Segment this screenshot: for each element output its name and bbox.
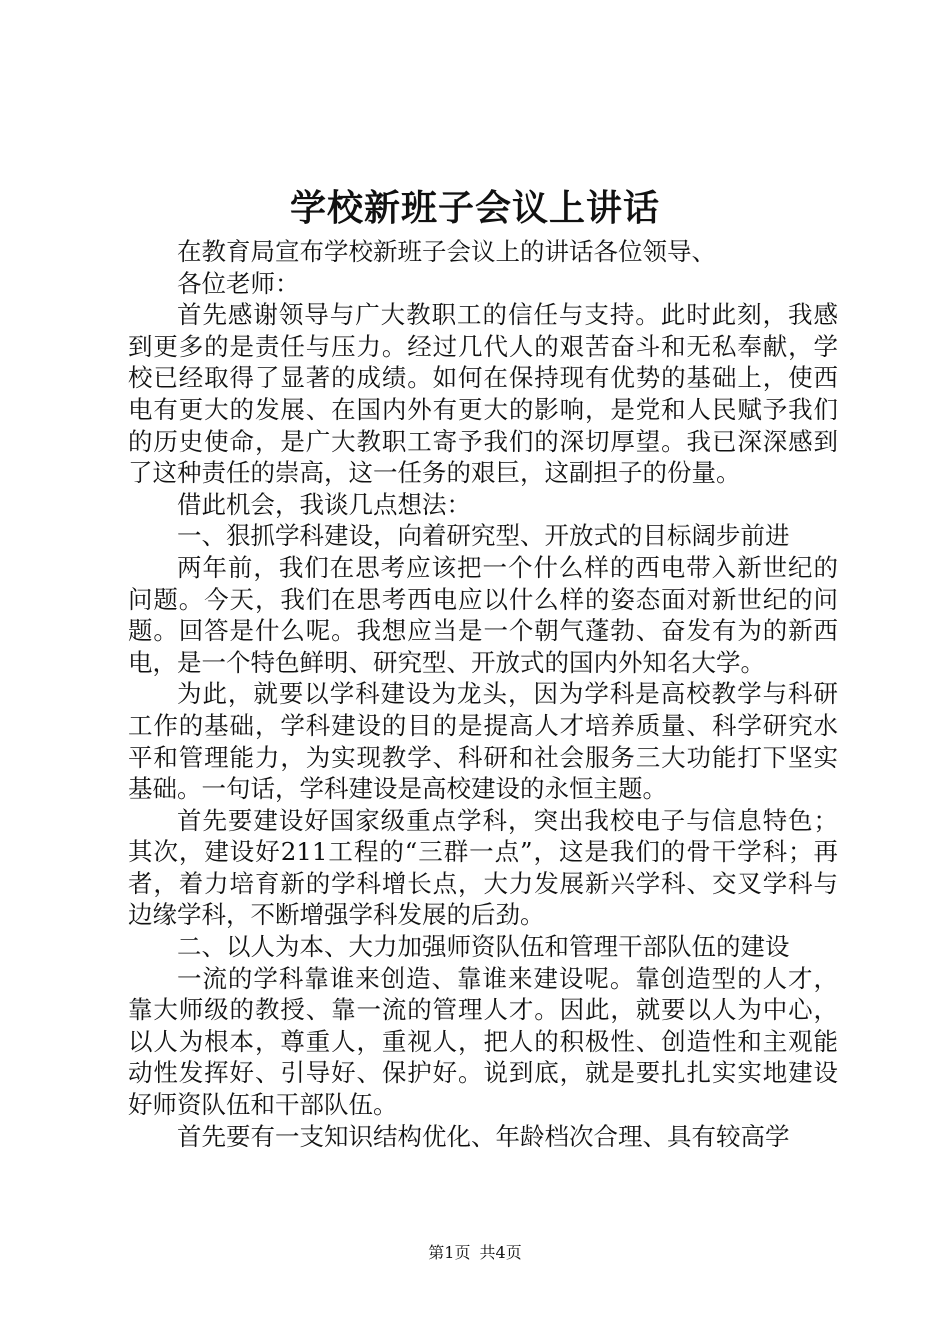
paragraph: 首先要建设好国家级重点学科，突出我校电子与信息特色；其次，建设好211工程的“三群一点”，这是我们的骨干学科；再者，着力培育新的学科增长点，大力发展新兴学科、交叉学科与边缘学科，不断增强学科发展的后劲。 [128, 805, 838, 930]
page-number: 第1页 [428, 1243, 471, 1262]
paragraph: 各位老师： [177, 268, 300, 298]
page-footer [0, 1242, 950, 1264]
paragraph: 借此机会，我谈几点想法： [177, 489, 471, 519]
paragraph: 两年前，我们在思考应该把一个什么样的西电带入新世纪的问题。今天，我们在思考西电应以什么样的姿态面对新世纪的问题。回答是什么呢。我想应当是一个朝气蓬勃、奋发有为的新西电，是一个特色鲜明、研究型、开放式的国内外知名大学。 [128, 552, 838, 677]
paragraph: 首先感谢领导与广大教职工的信任与支持。此时此刻，我感到更多的是责任与压力。经过几代人的艰苦奋斗和无私奉献，学校已经取得了显著的成绩。如何在保持现有优势的基础上，使西电有更大的发展、在国内外有更大的影响，是党和人民赋予我们的历史使命，是广大教职工寄予我们的深切厚望。我已深深感到了这种责任的崇高，这一任务的艰巨，这副担子的份量。 [128, 300, 838, 488]
paragraph: 在教育局宣布学校新班子会议上的讲话各位领导、 [177, 237, 716, 266]
section-heading: 二、以人为本、大力加强师资队伍和管理干部队伍的建设 [177, 932, 790, 962]
paragraph: 首先要有一支知识结构优化、年龄档次合理、具有较高学 [177, 1121, 790, 1151]
page-total: 共4页 [479, 1243, 522, 1262]
section-heading: 一、狠抓学科建设，向着研究型、开放式的目标阔步前进 [177, 521, 790, 551]
paragraph: 一流的学科靠谁来创造、靠谁来建设呢。靠创造型的人才，靠大师级的教授、靠一流的管理人才。因此，就要以人为中心，以人为根本，尊重人，重视人，把人的积极性、创造性和主观能动性发挥好、引导好、保护好。说到底，就是要扎扎实实地建设好师资队伍和干部队伍。 [128, 963, 838, 1120]
document-body [128, 236, 838, 1152]
document-title: 学校新班子会议上讲话 [289, 187, 660, 229]
paragraph: 为此，就要以学科建设为龙头，因为学科是高校教学与科研工作的基础，学科建设的目的是提高人才培养质量、科学研究水平和管理能力，为实现教学、科研和社会服务三大功能打下坚实基础。一句话，学科建设是高校建设的永恒主题。 [128, 679, 838, 804]
